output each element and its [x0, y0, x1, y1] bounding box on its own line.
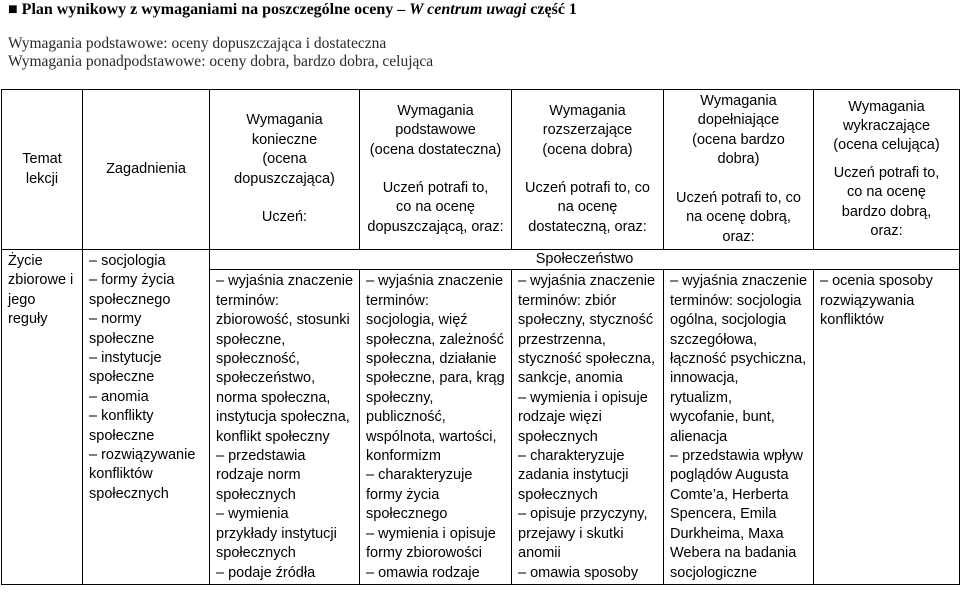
text-line: rozwiązywania: [820, 292, 915, 309]
text-line: oraz:: [870, 223, 903, 240]
text-line: – wyjaśnia znaczenie: [216, 273, 354, 290]
text-line: – wymienia i opisuje: [518, 389, 648, 406]
text-line: przykłady instytucji: [216, 525, 337, 542]
text-line: społecznych: [518, 428, 598, 445]
text-line: Uczeń potrafi to, co: [676, 189, 801, 206]
text-line: społecznych: [518, 486, 598, 503]
text-line: Uczeń potrafi to, co: [525, 180, 650, 196]
text-line: społeczeństwo,: [216, 370, 316, 387]
text-line: zadania instytucji: [518, 467, 629, 484]
text-line: terminów: zbiór: [518, 292, 617, 309]
text-line: wycofanie, bunt,: [670, 409, 775, 426]
text-line: – charakteryzuje: [518, 448, 625, 465]
text-line: innowacja,: [670, 370, 739, 387]
text-line: terminów:: [366, 292, 429, 309]
text-line: społecznych: [216, 545, 296, 562]
text-line: społeczna, działanie: [366, 351, 497, 368]
text-line: – przedstawia: [216, 448, 306, 465]
text-line: (ocena: [262, 151, 307, 168]
text-line: (ocena celująca): [833, 137, 940, 154]
text-line: społeczny, styczność: [518, 312, 654, 329]
text-line: społecznych: [89, 485, 169, 502]
text-line: Życie: [8, 253, 43, 269]
complementary-cell: [664, 270, 814, 585]
section-row: [2, 250, 960, 270]
text-line: społecznych: [216, 486, 296, 503]
subtitle-basic: Wymagania podstawowe: oceny dopuszczająca i dostateczna: [8, 35, 387, 52]
text-line: – opisuje przyczyny,: [518, 506, 648, 523]
text-line: wspólnota, wartości,: [366, 428, 497, 445]
text-line: rozszerzające: [542, 122, 633, 139]
text-line: lekcji: [25, 170, 59, 187]
text-line: – wyjaśnia znaczenie: [518, 273, 656, 290]
text-line: konfliktów: [820, 312, 884, 329]
text-line: – wymienia i opisuje: [366, 525, 496, 542]
text-line: ogólna, socjologia: [670, 312, 787, 329]
page-title: [8, 1, 577, 19]
text-line: socjologiczne: [670, 564, 758, 581]
text-line: – instytucje: [89, 350, 162, 367]
text-line: podstawowe: [395, 122, 476, 139]
text-line: – ocenia sposoby: [820, 273, 933, 290]
text-line: przestrzenna,: [518, 331, 606, 348]
text-line: społecznego: [89, 291, 171, 308]
header-basic: [360, 90, 512, 250]
text-line: socjologia, więź: [366, 312, 468, 329]
text-line: społeczne: [89, 427, 155, 444]
text-line: społeczny,: [366, 389, 434, 406]
text-line: Zagadnienia: [106, 160, 186, 177]
text-line: – socjologia: [89, 253, 166, 269]
text-line: konformizm: [366, 448, 441, 465]
text-line: Wymagania: [549, 102, 626, 119]
text-line: norma społeczna,: [216, 389, 331, 406]
text-line: Comte’a, Herberta: [670, 486, 789, 503]
title-bullet: ■: [8, 1, 18, 18]
header-complementary: [664, 90, 814, 250]
text-line: bardzo dobrą,: [841, 203, 932, 220]
text-line: konieczne: [251, 131, 318, 148]
basic-cell: [360, 270, 512, 585]
header-row: [2, 90, 960, 250]
text-line: rodzaje norm: [216, 467, 301, 484]
text-line: oraz:: [722, 228, 755, 245]
text-line: – normy: [89, 311, 142, 328]
text-line: terminów:: [216, 292, 279, 309]
header-required: [210, 90, 360, 250]
title-italic: W centrum uwagi: [409, 1, 527, 18]
text-line: Spencera, Emila: [670, 506, 777, 523]
text-line: zbiorowe i: [8, 272, 74, 289]
text-line: wykraczające: [842, 117, 931, 134]
issues-cell: [83, 250, 210, 585]
text-line: poglądów Augusta: [670, 467, 789, 484]
text-line: szczegółowa,: [670, 331, 758, 348]
text-line: konflikt społeczny: [216, 428, 330, 445]
text-line: społeczne: [89, 369, 155, 386]
text-line: – wymienia: [216, 506, 289, 523]
subtitle-advanced: Wymagania ponadpodstawowe: oceny dobra, bardzo dobra, celująca: [8, 53, 434, 70]
text-line: zbiorowość, stosunki: [216, 312, 350, 329]
text-line: na ocenę dobrą,: [686, 209, 791, 226]
text-line: jego: [8, 291, 36, 308]
text-line: społeczne, para, krąg: [366, 370, 505, 387]
text-line: – wyjaśnia znaczenie: [366, 273, 504, 290]
extended-cell: [512, 270, 664, 585]
text-line: dopuszczającą, oraz:: [367, 218, 504, 235]
text-line: społeczna, zależność: [366, 331, 504, 348]
text-line: co na ocenę: [395, 199, 475, 216]
beyond-cell: [814, 270, 960, 585]
header-issues: [83, 90, 210, 250]
text-line: na ocenę: [557, 199, 618, 216]
text-line: rodzaje więzi: [518, 409, 602, 426]
text-line: terminów: socjologia: [670, 292, 802, 309]
text-line: – konflikty: [89, 408, 154, 425]
title-suffix: część 1: [530, 1, 577, 18]
text-line: – anomia: [89, 388, 149, 405]
requirements-table: [1, 89, 960, 585]
text-line: dopełniające: [697, 112, 780, 129]
text-line: reguły: [8, 311, 48, 328]
text-line: (ocena dobra): [542, 141, 633, 158]
text-line: Wymagania: [848, 98, 925, 115]
text-line: – wyjaśnia znaczenie: [670, 273, 808, 290]
text-line: (ocena dostateczna): [369, 141, 502, 158]
header-topic: [2, 90, 83, 250]
text-line: społecznego: [366, 506, 448, 523]
text-line: – omawia rodzaje: [366, 564, 480, 581]
text-line: społeczność,: [216, 351, 300, 368]
text-line: anomii: [518, 545, 561, 562]
text-line: dobra): [717, 151, 760, 168]
subtitles: [8, 35, 433, 71]
text-line: co na ocenę: [846, 184, 926, 201]
text-line: (ocena bardzo: [692, 131, 785, 148]
text-line: Uczeń:: [261, 209, 308, 226]
text-line: sankcje, anomia: [518, 370, 623, 387]
text-line: konfliktów: [89, 466, 153, 483]
text-line: dopuszczająca): [234, 170, 335, 187]
text-line: – przedstawia wpływ: [670, 448, 803, 465]
text-line: formy zbiorowości: [366, 545, 483, 562]
title-main: Plan wynikowy z wymaganiami na poszczególne oceny –: [21, 1, 406, 18]
section-label: Społeczeństwo: [210, 250, 960, 270]
text-line: publiczność,: [366, 409, 446, 426]
text-line: rytualizm,: [670, 389, 733, 406]
text-line: – omawia sposoby: [518, 564, 639, 581]
header-beyond: [814, 90, 960, 250]
topic-cell: [2, 250, 83, 585]
text-line: społeczne,: [216, 331, 286, 348]
text-line: Temat: [22, 151, 62, 168]
text-line: – charakteryzuje: [366, 467, 473, 484]
text-line: alienacja: [670, 428, 728, 445]
text-line: Uczeń potrafi to,: [382, 180, 489, 196]
text-line: Durkheima, Maxa: [670, 525, 784, 542]
header-extended: [512, 90, 664, 250]
text-line: dostateczną, oraz:: [528, 218, 647, 235]
text-line: instytucja społeczna,: [216, 409, 350, 426]
text-line: Wymagania: [246, 112, 323, 129]
text-line: społeczne: [89, 330, 155, 347]
text-line: Webera na badania: [670, 545, 797, 562]
text-line: Wymagania: [700, 93, 777, 110]
text-line: – podaje źródła: [216, 564, 316, 581]
text-line: – rozwiązywanie: [89, 447, 196, 464]
text-line: przejawy i skutki: [518, 525, 624, 542]
text-line: styczność społeczna,: [518, 351, 656, 368]
text-line: formy życia: [366, 486, 440, 503]
text-line: – formy życia: [89, 272, 175, 289]
required-cell: [210, 270, 360, 585]
text-line: łączność psychiczna,: [670, 351, 807, 368]
text-line: Wymagania: [397, 102, 474, 119]
text-line: Uczeń potrafi to,: [833, 164, 940, 181]
